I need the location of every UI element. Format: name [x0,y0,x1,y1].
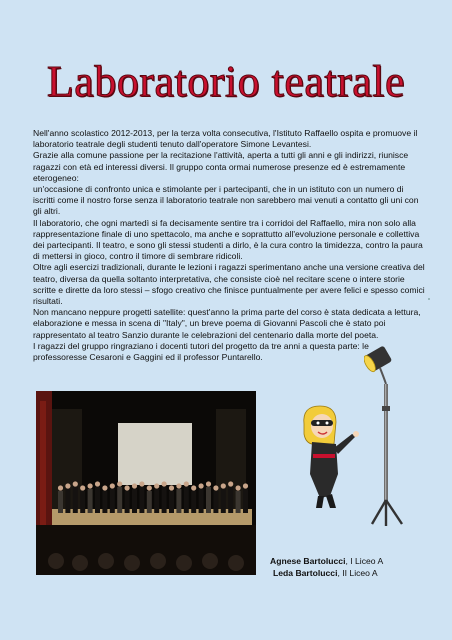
credit-author-1 [270,556,410,568]
paragraph-exercises: Oltre agli esercizi tradizionali, durante le lezioni i ragazzi sperimentano anche una versione creativa del teatro, diversa da quella soltanto interpretativa, che consiste cioè nel recitare scene o intere storie scritte e dirette da loro stessi – sfogo creativo che finisce puntualmente per avere felici e spesso comici risultati. [33,262,425,307]
paragraph-intro: Nell'anno scolastico 2012-2013, per la terza volta consecutiva, l'Istituto Raffaello ospita e promuove il laboratorio teatrale degli studenti tenuto dall'operatore Simone Levantesi. [33,128,418,150]
paragraph-projects: Non mancano neppure progetti satellite: quest'anno la prima parte del corso è stata dedicata a lettura, elaborazione e messa in scena di "Italy", un breve poema di Giovanni Pascoli che è stato poi rappresentato al teatro Sanzio durante le celebrazioni del centenario dalla morte del poeta. [33,307,421,340]
stage-spotlight-illustration [364,344,410,528]
credit-name: Leda Bartolucci [273,567,338,578]
paragraph-group: Grazie alla comune passione per la recitazione l'attività, aperta a tutti gli anni e gli indirizzi, riunisce ragazzi con età ed interessi diversi. Il gruppo conta ormai numerose presenze ed è estremamente eterogeneo: [33,150,409,183]
credit-class: , I Liceo A [345,556,384,566]
theater-stage-photo [36,391,256,575]
article-body [33,128,425,363]
paragraph-thanks: I ragazzi del gruppo ringraziano i docenti tutori del progetto da tre anni a questa parte: le professoresse Cesaroni e Gaggini ed il professor Puntarello. [33,340,369,363]
credit-class: , II Liceo A [337,567,378,578]
credits [270,556,410,579]
paragraph-goals: Il laboratorio, che ogni martedì si fa decisamente sentire tra i corridoi del Raffaello, mira non solo alla rappresentazione finale di uno spettacolo, ma anche e soprattutto all'evoluzione personale e collettiva dei partecipanti. Il teatro, e sono gli stessi studenti a dirlo, è la cura contro la timidezza, contro la paura di mettersi in gioco, contro il timore di sembrare ridicoli. [33,217,423,262]
stray-dot [428,298,430,300]
paragraph-occasion: un'occasione di confronto unica e stimolante per i partecipanti, che in un istituto con un numero di iscritti come il nostro forse senza il laboratorio teatrale non sarebbero mai venuti a contatto gli uni con gli altri. [33,184,419,217]
credit-author-2 [270,568,410,580]
credit-name: Agnese Bartolucci [270,556,346,566]
page-title: Laboratorio teatrale [46,57,406,106]
cartoon-girl-mask-illustration [296,404,362,510]
